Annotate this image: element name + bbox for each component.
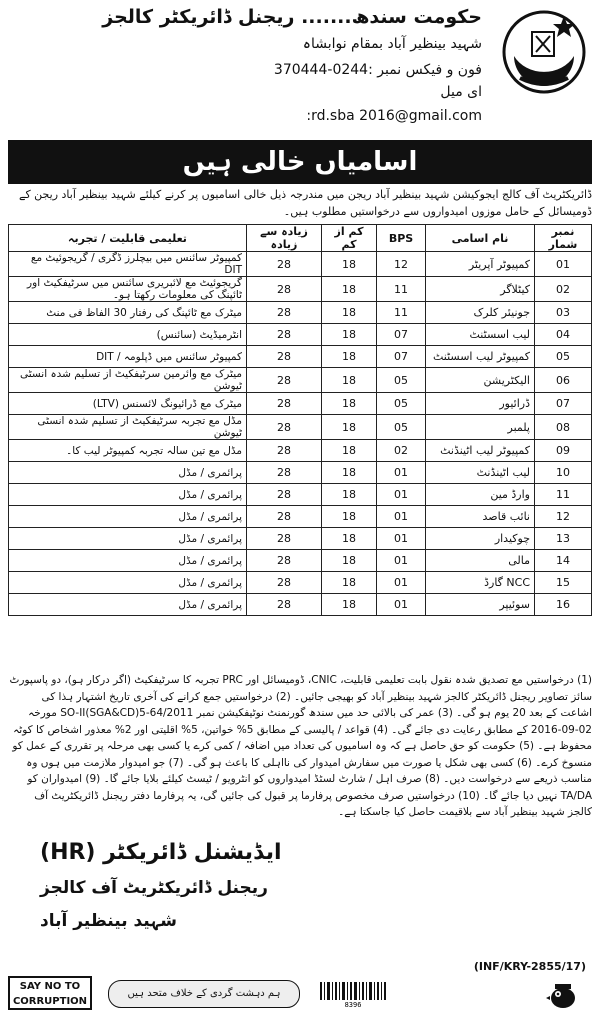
cell-serial: 14 [535, 550, 592, 572]
cell-qualification: پرائمری / مڈل [9, 550, 247, 572]
cell-post-name: جونیئر کلرک [426, 302, 535, 324]
terms-and-conditions: (1) درخواستیں مع تصدیق شدہ نقول بابت تعلیمی قابلیت، CNIC، ڈومیسائل اور PRC تجربہ کا سرٹیفکیٹ (اگر درکار ہو)، دو پاسپورٹ سائز تصاویر ریجنل ڈائریکٹر کالجز شہید بینظیر آباد کو بھیجی جائیں۔ (2) درخواستیں جمع کرانے کی آخری تاریخ اشتہار ہذا کی اشاعت کے بعد 20 یوم ہو گی۔ (3) عمر کی بالائی حد میں سندھ گورنمنٹ نوٹیفکیشن نمبر SO-II(SGA&CD)5-64/2011 مورخہ 02-09-2016 کے مطابق رعایت دی جائے گی۔ (4) قواعد / پالیسی کے مطابق 5% خواتین، 5% اقلیتی اور 2% معذور اشخاص کا کوٹہ محفوظ ہے۔ (5) حکومت کو حق حاصل ہے کہ وہ اسامیوں کی تعداد میں اضافہ / کمی کرے یا کسی بھی مرحلہ پر تقرری کے عمل کو منسوخ کرے۔ (6) کسی بھی شکل یا صورت میں سفارش امیدوار کی نااہلی کا باعث ہو گی۔ (7) جو امیدوار ملازمت میں ہوں وہ مناسب ذریعے سے درخواست دیں۔ (8) صرف اہل / شارٹ لسٹڈ امیدواروں کو انٹرویو / ٹیسٹ کیلئے بلایا جائے گا۔ (9) امیدواران کو TA/DA نہیں دیا جائے گا۔ (10) درخواستیں صرف مخصوص پرفارما پر قبول کی جائیں گی، یہ پرفارما دفتر ریجنل ڈائریکٹریٹ آف کالجز شہید بینظیر آباد سے بلاقیمت حاصل کیا جاسکتا ہے۔ [9, 674, 592, 818]
col-qualification: تعلیمی قابلیت / تجربہ [9, 225, 247, 252]
header-email: rd.sba 2016@gmail.com: [306, 108, 482, 124]
table-row [9, 440, 592, 462]
cell-min-age: 18 [322, 302, 377, 324]
cell-max-age: 28 [247, 346, 322, 368]
table-header-row [9, 225, 592, 252]
cell-post-name: چوکیدار [426, 528, 535, 550]
table-row [9, 252, 592, 277]
col-post: نام اسامی [426, 225, 535, 252]
cell-qualification: مڈل مع تجربہ سرٹیفکیٹ از تسلیم شدہ انسٹی ٹیوشن [9, 415, 247, 440]
table-row [9, 368, 592, 393]
sindh-government-emblem-icon [500, 6, 588, 94]
cell-serial: 12 [535, 506, 592, 528]
cell-serial: 01 [535, 252, 592, 277]
table-row [9, 484, 592, 506]
cell-bps: 11 [377, 302, 426, 324]
header-location: شہید بینظیر آباد بمقام نوابشاہ [302, 36, 482, 52]
cell-min-age: 18 [322, 484, 377, 506]
cell-max-age: 28 [247, 528, 322, 550]
cell-bps: 12 [377, 252, 426, 277]
cell-serial: 08 [535, 415, 592, 440]
table-row [9, 506, 592, 528]
cell-qualification: پرائمری / مڈل [9, 594, 247, 616]
cell-bps: 07 [377, 324, 426, 346]
cell-qualification: پرائمری / مڈل [9, 506, 247, 528]
cell-bps: 01 [377, 484, 426, 506]
col-max-age: زیادہ سے زیادہ [247, 225, 322, 252]
cell-serial: 13 [535, 528, 592, 550]
cell-serial: 15 [535, 572, 592, 594]
vacancies-table [8, 224, 592, 616]
cell-serial: 03 [535, 302, 592, 324]
barcode-number: 8396 [344, 1001, 362, 1008]
cell-post-name: وارڈ مین [426, 484, 535, 506]
intro-text: ڈائریکٹریٹ آف کالج ایجوکیشن شہید بینظیر آباد ریجن میں مندرجہ ذیل خالی اسامیوں پر کرنے کیلئے شہید بینظیر آباد ریجن کے ڈومیسائل کے حامل موزوں امیدواروں سے درخواستیں مطلوب ہیں۔ [19, 188, 592, 218]
cell-serial: 16 [535, 594, 592, 616]
cell-post-name: پلمبر [426, 415, 535, 440]
stamp-line1: SAY NO TO [19, 981, 81, 992]
cell-max-age: 28 [247, 572, 322, 594]
table-row [9, 302, 592, 324]
signatory-title: ایڈیشنل ڈائریکٹر (HR) [40, 840, 282, 865]
cell-bps: 01 [377, 550, 426, 572]
anti-terrorism-slogan: ہم دہشت گردی کے خلاف متحد ہیں [108, 980, 300, 1008]
cell-max-age: 28 [247, 368, 322, 393]
anti-corruption-stamp [8, 976, 92, 1010]
barcode-icon [318, 982, 388, 1008]
reference-number: (INF/KRY-2855/17) [473, 960, 586, 973]
header-email-label: ای میل [440, 84, 482, 100]
cell-post-name: ڈرائیور [426, 393, 535, 415]
cell-qualification: کمپیوٹر سائنس میں ڈپلومہ / DIT [9, 346, 247, 368]
table-row [9, 393, 592, 415]
cell-bps: 05 [377, 368, 426, 393]
cell-bps: 01 [377, 572, 426, 594]
table-row [9, 415, 592, 440]
cell-qualification: پرائمری / مڈل [9, 528, 247, 550]
header [0, 0, 600, 140]
cell-qualification: انٹرمیڈیٹ (سائنس) [9, 324, 247, 346]
cell-bps: 05 [377, 393, 426, 415]
cell-bps: 01 [377, 506, 426, 528]
table-row [9, 528, 592, 550]
cell-max-age: 28 [247, 324, 322, 346]
cell-max-age: 28 [247, 302, 322, 324]
cell-max-age: 28 [247, 462, 322, 484]
cell-bps: 05 [377, 415, 426, 440]
table-row [9, 462, 592, 484]
header-title: حکومت سندھ....... ریجنل ڈائریکٹر کالجز [102, 6, 482, 28]
col-serial: نمبر شمار [535, 225, 592, 252]
cell-min-age: 18 [322, 324, 377, 346]
cell-serial: 09 [535, 440, 592, 462]
cell-bps: 01 [377, 462, 426, 484]
cell-max-age: 28 [247, 484, 322, 506]
cell-max-age: 28 [247, 550, 322, 572]
cell-post-name: نائب قاصد [426, 506, 535, 528]
cell-post-name: کمپیوٹر آپریٹر [426, 252, 535, 277]
signatory-location: شہید بینظیر آباد [40, 911, 177, 931]
cell-qualification: میٹرک مع ڈرائیونگ لائسنس (LTV) [9, 393, 247, 415]
table-row [9, 572, 592, 594]
cell-serial: 02 [535, 277, 592, 302]
cell-min-age: 18 [322, 462, 377, 484]
cell-max-age: 28 [247, 393, 322, 415]
cell-max-age: 28 [247, 506, 322, 528]
vacancies-banner: اسامیاں خالی ہیں [8, 140, 592, 184]
cell-qualification: پرائمری / مڈل [9, 572, 247, 594]
cell-qualification: کمپیوٹر سائنس میں بیچلرز ڈگری / گریجوئیٹ مع DIT [9, 252, 247, 277]
cell-min-age: 18 [322, 252, 377, 277]
cell-serial: 04 [535, 324, 592, 346]
cell-serial: 07 [535, 393, 592, 415]
cell-serial: 11 [535, 484, 592, 506]
col-bps: BPS [377, 225, 426, 252]
cell-min-age: 18 [322, 550, 377, 572]
cell-qualification: پرائمری / مڈل [9, 462, 247, 484]
cell-post-name: NCC گارڈ [426, 572, 535, 594]
cell-serial: 06 [535, 368, 592, 393]
cell-max-age: 28 [247, 252, 322, 277]
cell-post-name: لیب اٹینڈنٹ [426, 462, 535, 484]
cell-min-age: 18 [322, 440, 377, 462]
cell-serial: 05 [535, 346, 592, 368]
cell-max-age: 28 [247, 415, 322, 440]
cell-max-age: 28 [247, 594, 322, 616]
cell-qualification: مڈل مع تین سالہ تجربہ کمپیوٹر لیب کا۔ [9, 440, 247, 462]
cell-qualification: پرائمری / مڈل [9, 484, 247, 506]
cell-min-age: 18 [322, 572, 377, 594]
cell-post-name: الیکٹریشن [426, 368, 535, 393]
cell-post-name: کیٹلاگر [426, 277, 535, 302]
cell-bps: 01 [377, 594, 426, 616]
table-row [9, 346, 592, 368]
cell-post-name: سوئیپر [426, 594, 535, 616]
cell-post-name: لیب اسسٹنٹ [426, 324, 535, 346]
table-row [9, 550, 592, 572]
cell-post-name: کمپیوٹر لیب اسسٹنٹ [426, 346, 535, 368]
col-min-age: کم از کم [322, 225, 377, 252]
table-row [9, 594, 592, 616]
cell-min-age: 18 [322, 528, 377, 550]
cell-max-age: 28 [247, 277, 322, 302]
cell-min-age: 18 [322, 277, 377, 302]
cell-min-age: 18 [322, 415, 377, 440]
cell-min-age: 18 [322, 393, 377, 415]
cell-serial: 10 [535, 462, 592, 484]
table-row [9, 324, 592, 346]
cell-min-age: 18 [322, 506, 377, 528]
cell-post-name: مالی [426, 550, 535, 572]
cell-bps: 01 [377, 528, 426, 550]
cell-qualification: گریجوئیٹ مع لائبریری سائنس میں سرٹیفکیٹ اور ٹائپنگ کی معلومات رکھتا ہو۔ [9, 277, 247, 302]
signatory-office: ریجنل ڈائریکٹریٹ آف کالجز [40, 878, 268, 898]
cell-post-name: کمپیوٹر لیب اٹینڈنٹ [426, 440, 535, 462]
cell-bps: 07 [377, 346, 426, 368]
header-phone: فون و فیکس نمبر :0244-370444 [273, 62, 482, 78]
cell-bps: 11 [377, 277, 426, 302]
cell-qualification: میٹرک مع ٹائپنگ کی رفتار 30 الفاظ فی منٹ [9, 302, 247, 324]
cell-min-age: 18 [322, 368, 377, 393]
cell-bps: 02 [377, 440, 426, 462]
cell-min-age: 18 [322, 594, 377, 616]
table-row [9, 277, 592, 302]
crow-mascot-icon [546, 980, 580, 1010]
cell-qualification: میٹرک مع وائرمین سرٹیفکیٹ از تسلیم شدہ انسٹی ٹیوشن [9, 368, 247, 393]
cell-max-age: 28 [247, 440, 322, 462]
stamp-line2: CORRUPTION [12, 996, 88, 1007]
cell-min-age: 18 [322, 346, 377, 368]
